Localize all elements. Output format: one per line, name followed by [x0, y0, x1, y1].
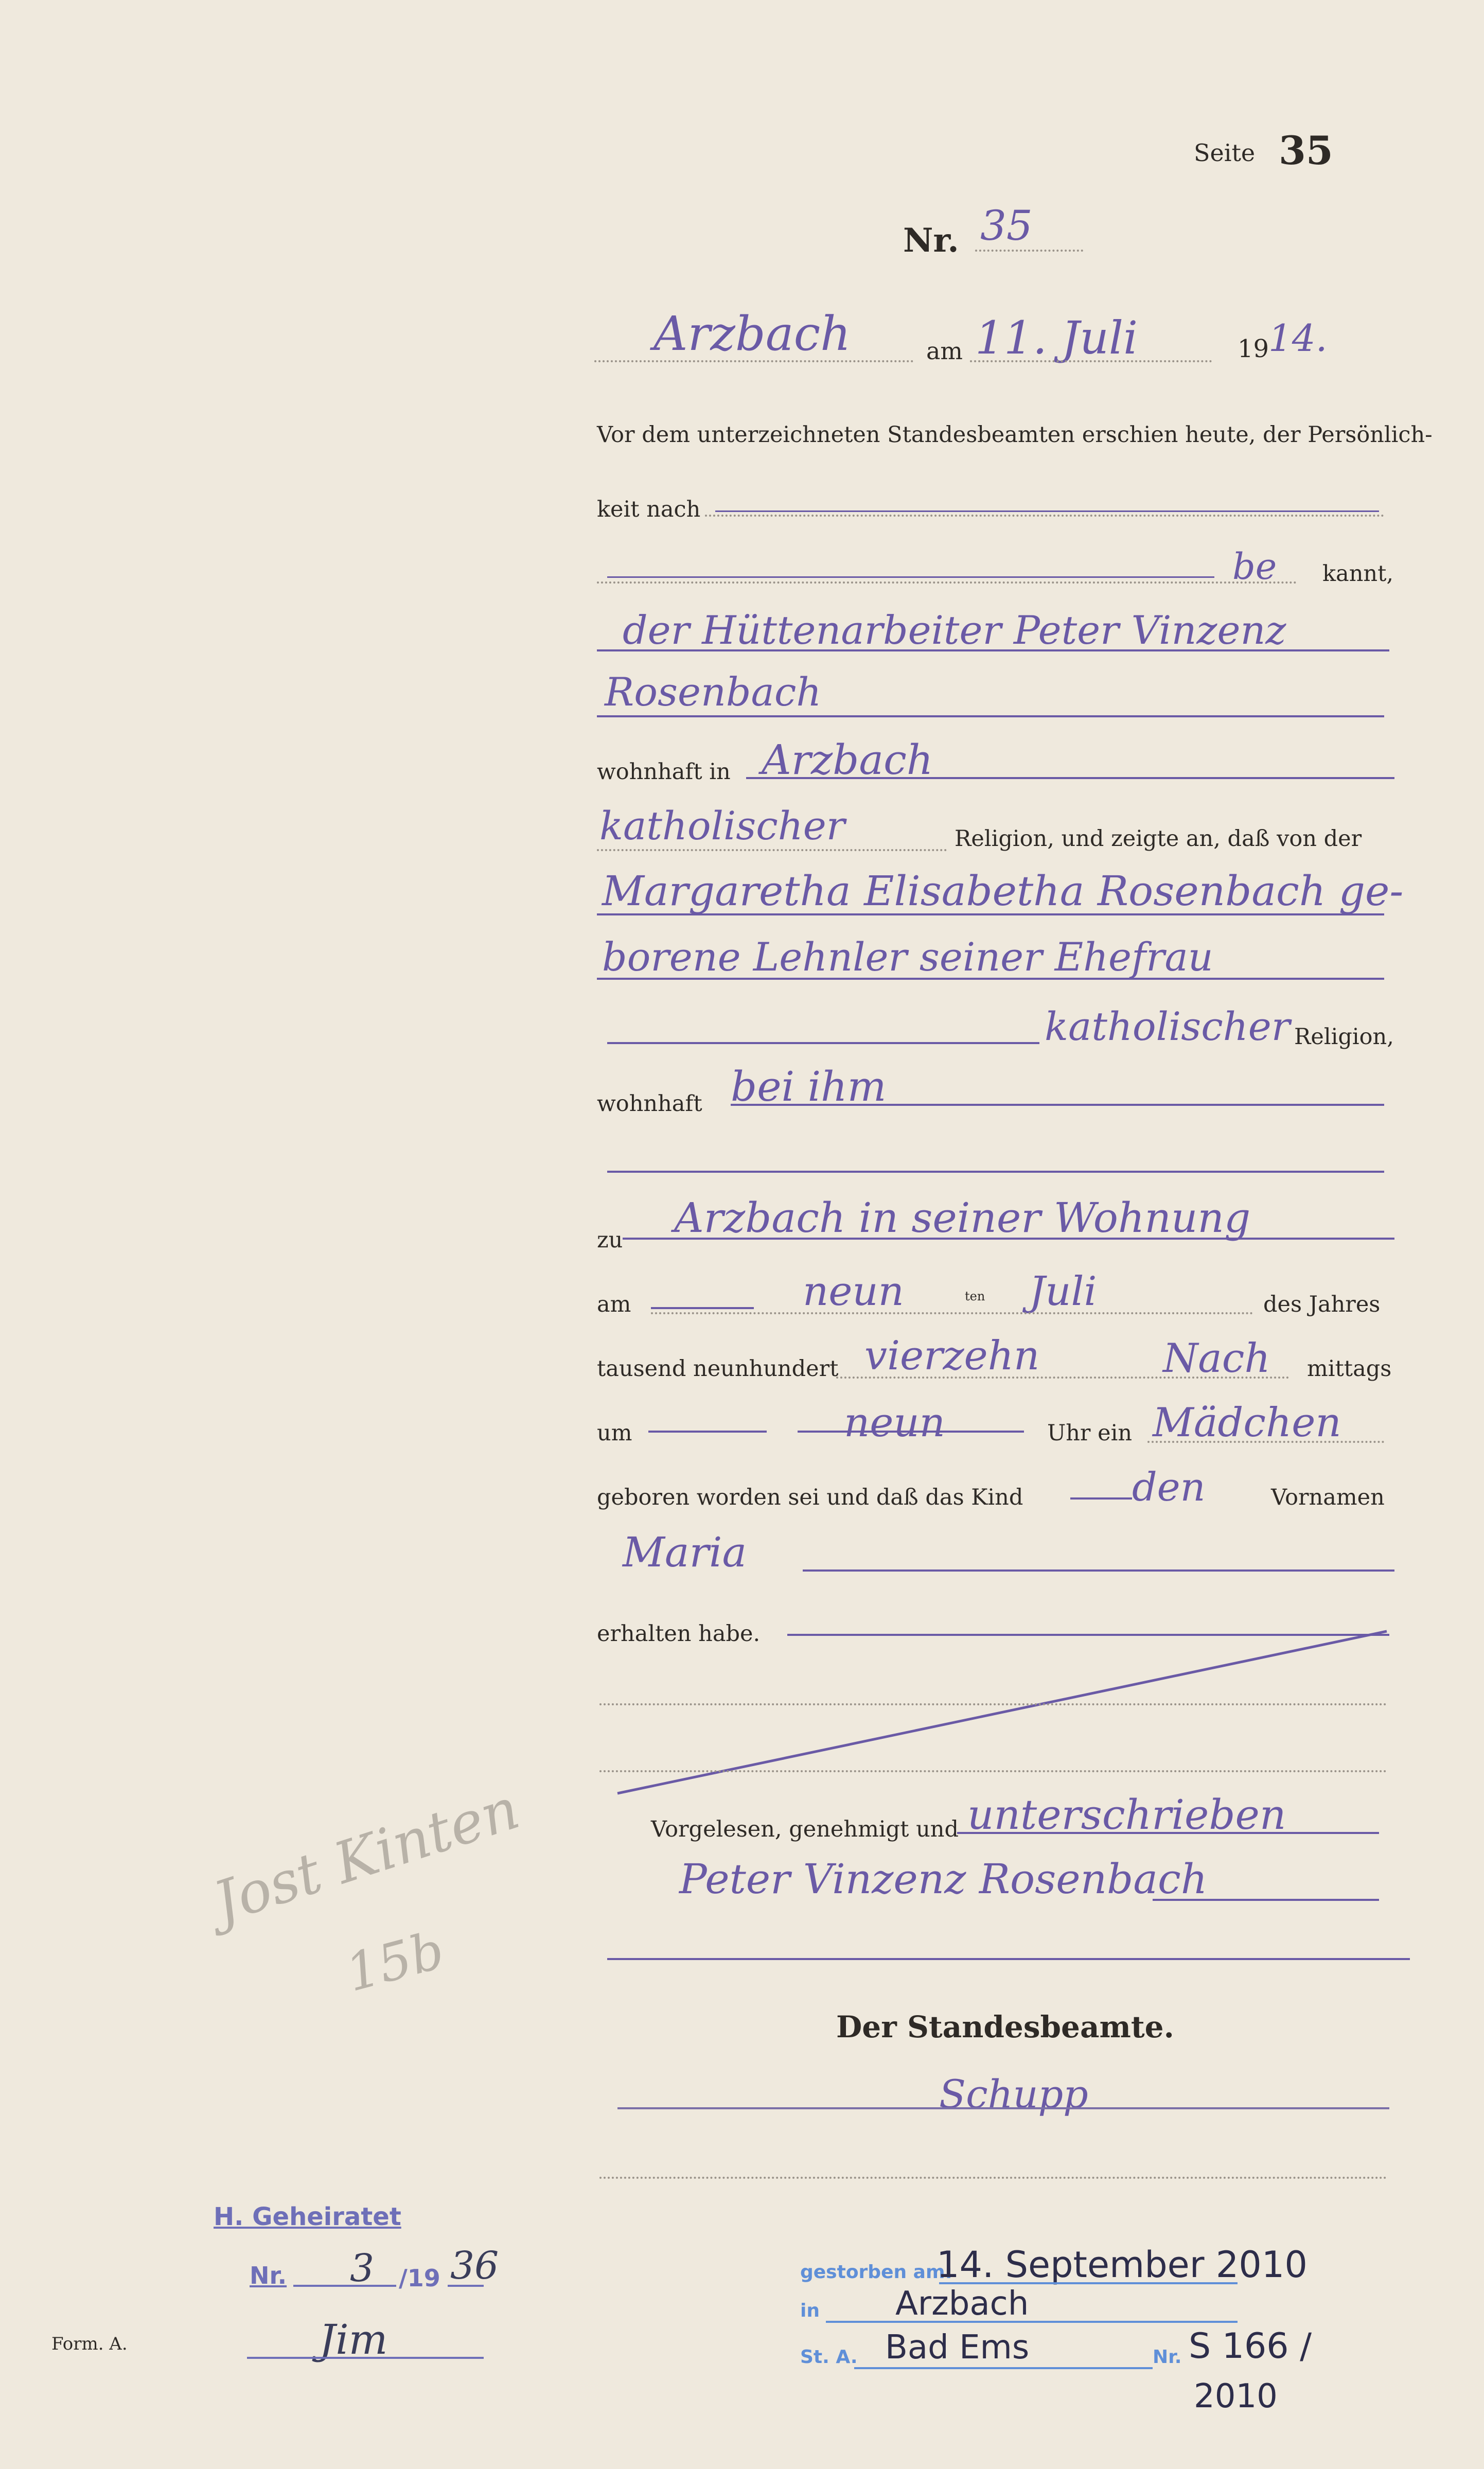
tausend-label: tausend neunhundert — [597, 1356, 839, 1382]
des-jahres-label: des Jahres — [1263, 1292, 1381, 1317]
vornamen-label: Vornamen — [1271, 1485, 1385, 1510]
child-sex: Mädchen — [1153, 1400, 1341, 1446]
pencil-note-1: Jost Kinten — [206, 1775, 527, 1936]
date-am: am — [926, 337, 963, 365]
died-nr-year: 2010 — [1194, 2377, 1278, 2415]
married-signature: Jim — [319, 2316, 388, 2364]
be-hand: be — [1232, 545, 1277, 588]
vorgelesen-label: Vorgelesen, genehmigt und — [651, 1817, 959, 1842]
died-nr-value: S 166 / — [1189, 2326, 1312, 2367]
nr-label: Nr. — [903, 221, 959, 260]
strike-diagonal — [597, 1626, 1400, 1801]
record-date: 11. Juli — [975, 311, 1138, 364]
unterschrieben-hand: unterschrieben — [967, 1791, 1286, 1839]
wohnhaft-in-label: wohnhaft in — [597, 759, 731, 785]
record-place: Arzbach — [653, 306, 851, 361]
birth-place: Arzbach in seiner Wohnung — [674, 1194, 1251, 1242]
married-year: 36 — [450, 2244, 499, 2288]
birth-day: neun — [803, 1268, 904, 1315]
birth-month: Juli — [1029, 1268, 1097, 1315]
official-signature: Schupp — [939, 2071, 1088, 2117]
erhalten-label: erhalten habe. — [597, 1621, 761, 1647]
married-nr: 3 — [350, 2246, 375, 2290]
married-year-prefix: /19 — [399, 2264, 440, 2292]
died-in-label: in — [800, 2300, 820, 2321]
wohnhaft-label: wohnhaft — [597, 1091, 702, 1117]
religion-label: Religion, — [1294, 1024, 1394, 1050]
mittags-label: mittags — [1307, 1356, 1392, 1382]
year-prefix: 19 — [1238, 334, 1269, 363]
birth-hour: neun — [844, 1400, 945, 1446]
mother-religion: katholischer — [1045, 1003, 1291, 1049]
died-date: 14. September 2010 — [937, 2244, 1308, 2286]
keit-nach-label: keit nach — [597, 497, 701, 522]
den-hand: den — [1132, 1464, 1206, 1510]
um-label: um — [597, 1420, 632, 1446]
kannt-label: kannt, — [1322, 561, 1394, 587]
am-label: am — [597, 1292, 631, 1317]
ten-superscript: ten — [965, 1289, 985, 1303]
geboren-label: geboren worden sei und daß das Kind — [597, 1485, 1023, 1510]
informant-line-1: der Hüttenarbeiter Peter Vinzenz — [623, 607, 1286, 653]
form-label: Form. A. — [51, 2334, 128, 2354]
page-label: Seite — [1194, 139, 1256, 167]
intro-line: Vor dem unterzeichneten Standesbeamten erschien heute, der Persönlich- — [597, 422, 1433, 448]
bei-ihm: bei ihm — [731, 1063, 887, 1110]
informant-religion: katholischer — [599, 803, 845, 849]
residence-value: Arzbach — [762, 736, 933, 784]
religion-text: Religion, und zeigte an, daß von der — [955, 826, 1362, 852]
died-nr-label: Nr. — [1153, 2347, 1182, 2368]
uhr-ein-label: Uhr ein — [1047, 1420, 1133, 1446]
died-in-value: Arzbach — [895, 2285, 1029, 2323]
married-stamp-label: H. Geheiratet — [214, 2202, 401, 2231]
informant-line-2: Rosenbach — [605, 669, 822, 715]
nach-hand: Nach — [1163, 1335, 1270, 1382]
birth-year-words: vierzehn — [864, 1333, 1040, 1379]
page-number: 35 — [1279, 128, 1333, 173]
sta-label: St. A. — [800, 2347, 858, 2368]
mother-line-1: Margaretha Elisabetha Rosenbach ge- — [602, 867, 1404, 915]
informant-signature: Peter Vinzenz Rosenbach — [679, 1855, 1208, 1903]
zu-label: zu — [597, 1227, 623, 1253]
record-number: 35 — [980, 202, 1033, 250]
child-name: Maria — [623, 1528, 747, 1576]
year-suffix: 14. — [1268, 316, 1328, 360]
standesbeamte-title: Der Standesbeamte. — [836, 2009, 1174, 2044]
sta-value: Bad Ems — [885, 2329, 1030, 2367]
married-nr-label: Nr. — [250, 2262, 287, 2289]
pencil-note-2: 15b — [340, 1919, 451, 2004]
died-label: gestorben am: — [800, 2262, 952, 2283]
mother-line-2: borene Lehnler seiner Ehefrau — [602, 934, 1213, 980]
